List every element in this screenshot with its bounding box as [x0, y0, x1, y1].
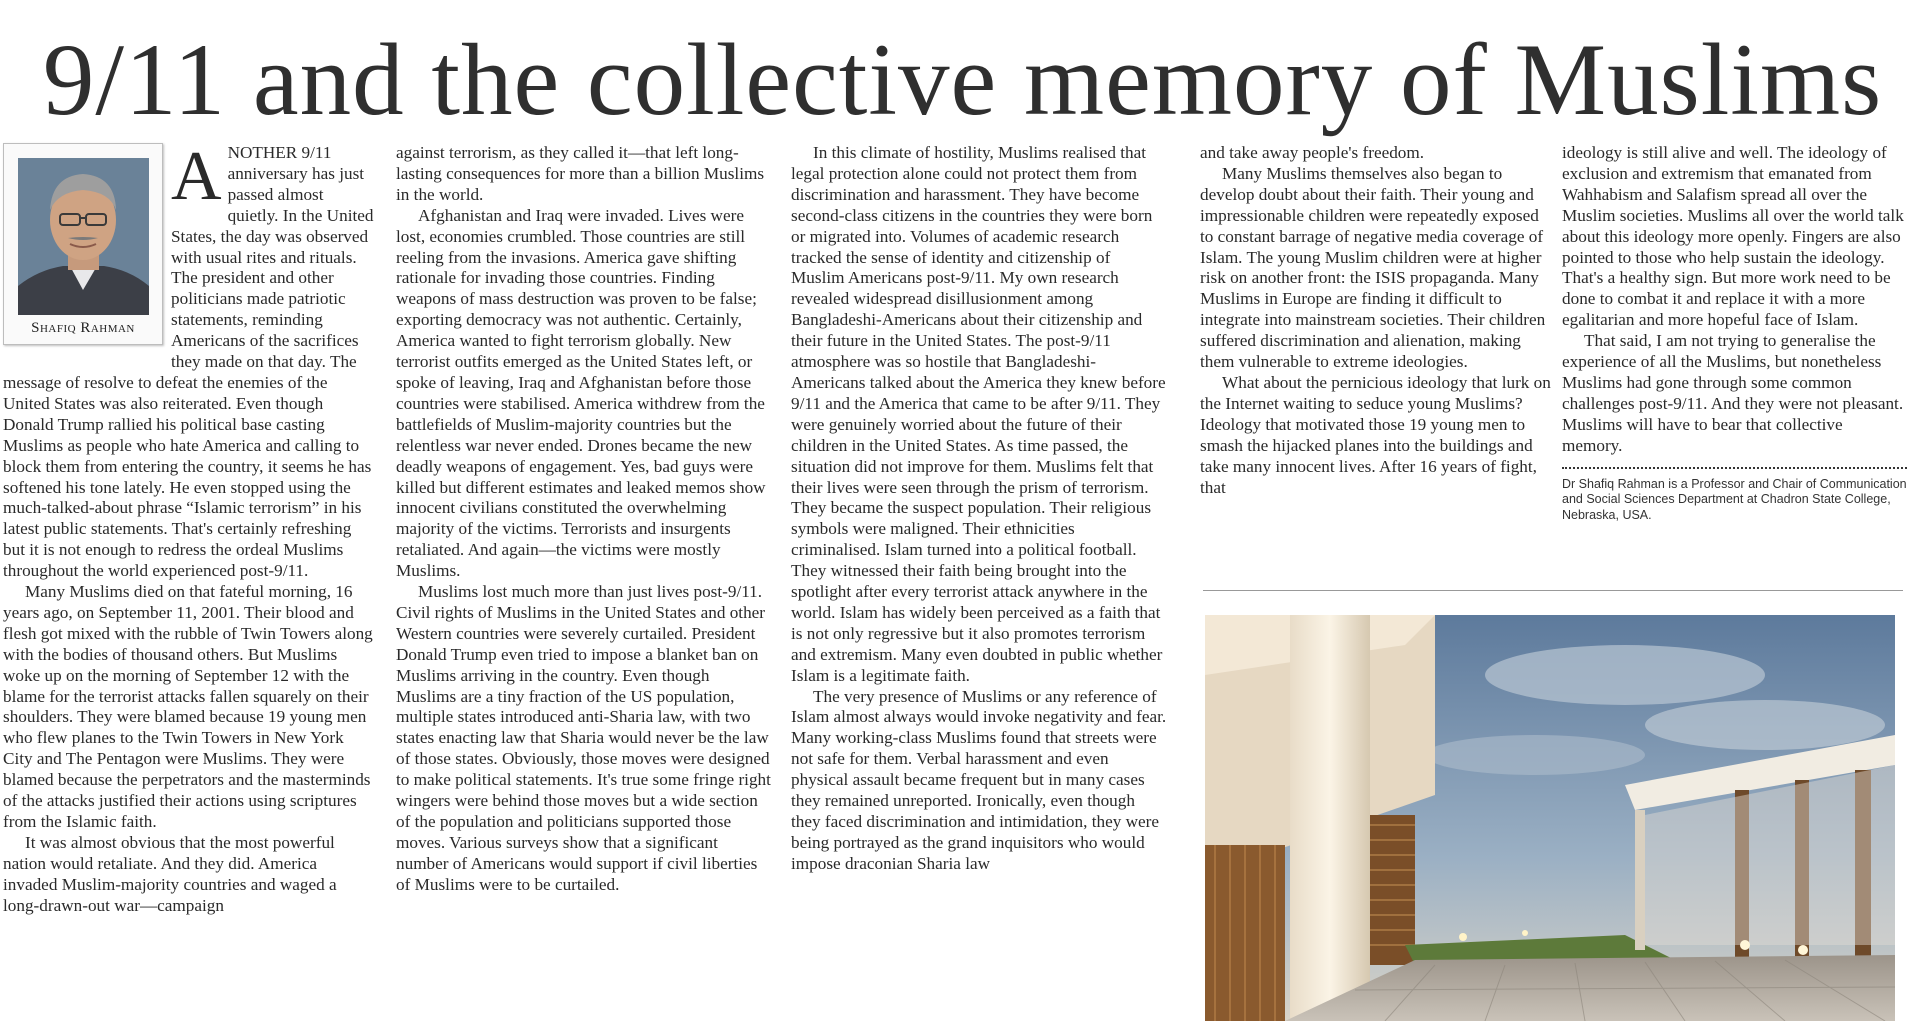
article-column-4 [1200, 143, 1552, 498]
paragraph: and take away people's freedom. [1200, 143, 1425, 162]
author-byline-box [3, 143, 163, 345]
paragraph: That said, I am not trying to generalise the experience of all the Muslims, but nonetheless Muslims had gone through some common challenges post-9/11. And they were not pleasant. Muslims will have to bear that collective memory. [1562, 331, 1904, 455]
endnote-divider [1562, 467, 1907, 469]
author-name: Shafiq Rahman [31, 320, 135, 337]
paragraph: In this climate of hostility, Muslims realised that legal protection alone could not protect them from discrimination and harassment. They have become second-class citizens in the countries they were born or migrated into. Volumes of academic research tracked the sense of identity and citizenship of Muslim Americans post-9/11. My own research revealed widespread disillusionment among Bangladeshi-Americans about their citizenship and their future in the United States. The post-9/11 atmosphere was so hostile that Bangladeshi-Americans talked about the America they knew before 9/11 and the America that came to be after 9/11. They were genuinely worried about the future of their children in the United States. As time passed, the situation did not improve for them. Muslims felt that their lives were seen through the prism of terrorism. They became the suspect population. Their religious symbols were maligned. Their ethnicities criminalised. Islam turned into a political football. They witnessed their faith being brought into the spotlight after every terrorist attack anywhere in the world. Islam has widely been perceived as a faith that is not only regressive but it also promotes terrorism and extremism. Many even doubted in public whether Islam is a legitimate faith. [791, 143, 1166, 685]
paragraph: Muslims lost much more than just lives post-9/11. Civil rights of Muslims in the United States and other Western countries were severely curtailed. President Donald Trump even tried to impose a blanket ban on Muslims arriving in the country. Even though Muslims are a tiny fraction of the US population, multiple states introduced anti-Sharia law, with two states enacting law that Sharia would never be the law of those states. Obviously, those moves were designed to make political statements. It's true some fringe right wingers were behind those moves but a wide section of the population and politicians supported those moves. Various surveys show that a significant number of Americans would support if civil liberties of Muslims were to be curtailed. [396, 582, 771, 894]
paragraph: Afghanistan and Iraq were invaded. Lives were lost, economies crumbled. Those countries are still reeling from the invasions. America gave shifting rationale for invading those countries. Finding weapons of mass destruction was proven to be false; exporting democracy was not authentic. Certainly, America wanted to fight terrorism globally. New terrorist outfits emerged as the United States left, or spoke of leaving, Iraq and Afghanistan before those countries were stabilised. America withdrew from the battlefields of Muslim-majority countries but the relentless war never ended. Drones became the new deadly weapons of engagement. Yes, bad guys were killed but different estimates and leaked memos show innocent civilians constituted the overwhelming majority of the victims. Terrorists and insurgents retaliated. And again—the victims were mostly Muslims. [396, 205, 766, 581]
lead-text: anniversary has just passed almost quietly. In the United States, the day was observed with usual rites and rituals. The president and other politicians made patriotic statements, reminding Americans of the sacrifices they made on that day. The message of resolve to defeat the enemies of the United States was also reiterated. Even though Donald Trump rallied his political base casting Muslims as people who hate America and calling to block them from entering the country, it seems he has softened his tone lately. He even stopped using the much-talked-about phrase “Islamic terrorism” in his latest public statements. That's certainly refreshing but it is not enough to redress the ordeal Muslims throughout the world experienced post-9/11. [3, 163, 374, 581]
lead-smallcaps: NOTHER 9/11 [227, 143, 332, 162]
article-column-2 [396, 143, 772, 896]
rooftop-terrace-photo [1205, 615, 1895, 1021]
paragraph: ideology is still alive and well. The ideology of exclusion and extremism that emanated from Wahhabism and Salafism spread all over the Muslim societies. Muslims all over the world talk about this ideology more openly. Fingers are also pointed to those who help sustain the ideology. That's a healthy sign. But more work need to be done to combat it and replace it with a more egalitarian and more hopeful face of Islam. [1562, 143, 1904, 330]
author-endnote: Dr Shafiq Rahman is a Professor and Chair of Communication and Social Sciences Department at Chadron State College, Nebraska, USA. [1562, 476, 1907, 522]
headline: 9/11 and the collective memory of Muslims [42, 23, 1883, 137]
paragraph: against terrorism, as they called it—that left long-lasting consequences for more than a billion Muslims in the world. [396, 143, 765, 204]
paragraph: The very presence of Muslims or any reference of Islam almost always would invoke negativity and fear. Many working-class Muslims found that streets were not safe for them. Verbal harassment and even physical assault became frequent but in many cases they remained unreported. Ironically, even though they faced discrimination and intimidation, they were being portrayed as the grand inquisitors who would impose draconian Sharia law [791, 686, 1167, 873]
author-photo [18, 158, 149, 315]
paragraph: Many Muslims died on that fateful morning, 16 years ago, on September 11, 2001. Their blood and flesh got mixed with the rubble of Twin Towers along with the bodies of thousand others. But Muslims woke up on the morning of September 12 with the blame for the terrorist attacks fallen squarely on their shoulders. They were blamed because 19 young men who flew planes to the Twin Towers in New York City and The Pentagon were Muslims. They were blamed because the perpetrators and the masterminds of the attacks justified their actions using scriptures from the Islamic faith. [3, 582, 373, 831]
article-column-1 [3, 138, 375, 917]
article-column-5 [1562, 143, 1907, 523]
paragraph: Many Muslims themselves also began to develop doubt about their faith. Their young and impressionable children were repeatedly exposed to constant barrage of negative media coverage of Islam. The young Muslim children were at higher risk on another front: the ISIS propaganda. Many Muslims in Europe are finding it difficult to integrate into mainstream societies. Their children suffered discrimination and alienation, making them vulnerable to extreme ideologies. [1200, 163, 1546, 372]
paragraph: It was almost obvious that the most powerful nation would retaliate. And they did. America invaded Muslim-majority countries and waged a long-drawn-out war—campaign [3, 832, 337, 915]
paragraph: What about the pernicious ideology that lurk on the Internet waiting to seduce young Muslims? Ideology that motivated those 19 young men to smash the hijacked planes into the buildings and take many innocent lives. After 16 years of fight, that [1200, 372, 1551, 497]
drop-cap: A [171, 138, 222, 215]
article-column-3 [791, 143, 1167, 875]
photo-divider [1203, 590, 1903, 591]
